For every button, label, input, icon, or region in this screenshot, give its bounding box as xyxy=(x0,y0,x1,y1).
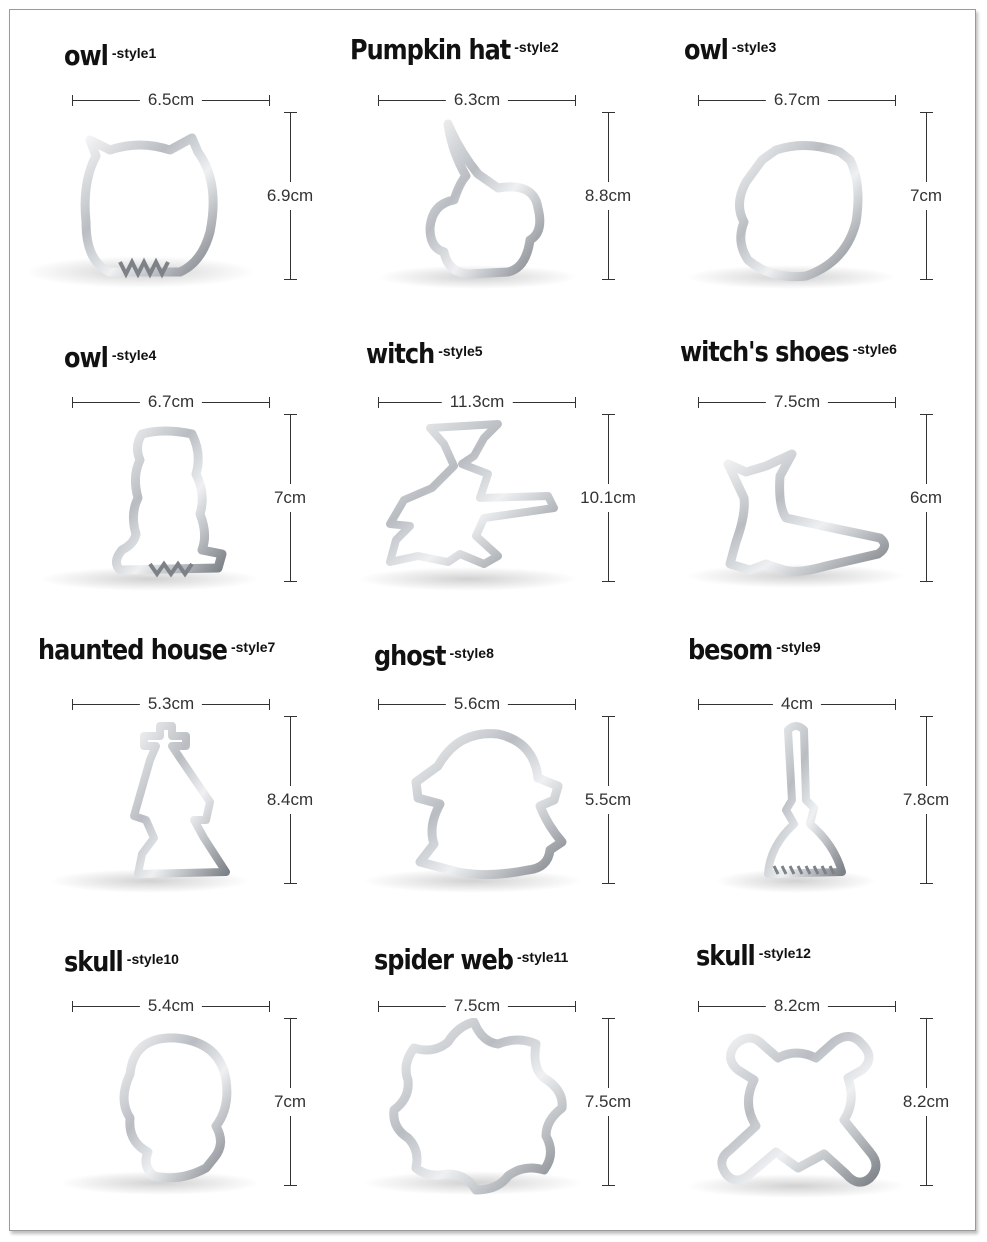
cutter-name: witch's shoes xyxy=(680,335,849,369)
width-value: 7.5cm xyxy=(766,392,828,412)
besom-cutter-icon xyxy=(666,716,906,896)
cutter-style: -style5 xyxy=(438,343,483,359)
cutter-style: -style1 xyxy=(111,45,157,61)
height-value: 6.9cm xyxy=(267,182,313,210)
cutter-title xyxy=(366,337,483,371)
product-sheet xyxy=(9,9,976,1231)
cutter-title xyxy=(684,33,777,67)
height-value: 7cm xyxy=(274,484,306,512)
height-value: 5.5cm xyxy=(585,786,631,814)
cutter-style: -style4 xyxy=(111,347,157,363)
cutter-title xyxy=(38,633,276,667)
width-dimension xyxy=(72,694,270,714)
haunted-house-cutter-icon xyxy=(30,716,270,896)
cutter-style: -style11 xyxy=(516,949,569,965)
width-dimension xyxy=(698,996,896,1016)
height-value: 7cm xyxy=(274,1088,306,1116)
cutter-title xyxy=(64,39,157,73)
cutter-name: skull xyxy=(696,939,755,973)
cutter-style: -style9 xyxy=(776,639,821,655)
cutter-name: witch xyxy=(366,337,435,371)
height-value: 7.8cm xyxy=(903,786,949,814)
cutter-style: -style6 xyxy=(852,341,897,357)
cutter-style: -style2 xyxy=(514,39,559,55)
cutter-name: ghost xyxy=(374,639,446,673)
height-value: 8.2cm xyxy=(903,1088,949,1116)
height-value: 6cm xyxy=(910,484,942,512)
ghost-cutter-icon xyxy=(348,716,588,896)
height-value: 7.5cm xyxy=(585,1088,631,1116)
cutter-style: -style12 xyxy=(758,945,811,961)
cutter-name: haunted house xyxy=(38,633,227,667)
spider-web-cutter-icon xyxy=(348,1018,588,1198)
width-value: 7.5cm xyxy=(446,996,508,1016)
owl-cutter-icon xyxy=(666,112,906,292)
height-value: 7cm xyxy=(910,182,942,210)
cutter-style: -style8 xyxy=(449,645,494,661)
cutter-card xyxy=(20,926,320,1216)
width-value: 6.7cm xyxy=(766,90,828,110)
cutter-card xyxy=(20,20,320,310)
witch-cutter-icon xyxy=(348,414,588,594)
cutter-title xyxy=(374,943,569,977)
width-value: 6.3cm xyxy=(446,90,508,110)
width-dimension xyxy=(378,996,576,1016)
owl-cutter-icon xyxy=(30,112,270,292)
cutter-title xyxy=(64,341,157,375)
witch-shoe-cutter-icon xyxy=(666,414,906,594)
height-value: 8.4cm xyxy=(267,786,313,814)
width-dimension xyxy=(72,996,270,1016)
width-dimension xyxy=(698,90,896,110)
cutter-title xyxy=(688,633,821,667)
cutter-name: Pumpkin hat xyxy=(350,33,511,67)
width-dimension xyxy=(72,392,270,412)
width-dimension xyxy=(378,90,576,110)
cutter-name: besom xyxy=(688,633,773,667)
width-value: 11.3cm xyxy=(442,392,513,412)
width-value: 8.2cm xyxy=(766,996,828,1016)
cutter-name: owl xyxy=(64,39,108,73)
cutter-card xyxy=(338,624,638,914)
pumpkin-hat-cutter-icon xyxy=(348,112,588,292)
cutter-card xyxy=(20,624,320,914)
width-value: 5.6cm xyxy=(446,694,508,714)
cutter-title xyxy=(696,939,811,973)
cutter-card xyxy=(656,322,956,612)
cutter-card xyxy=(338,322,638,612)
cutter-name: spider web xyxy=(374,943,513,977)
cutter-style: -style10 xyxy=(126,951,179,967)
cutter-style: -style7 xyxy=(230,639,276,655)
width-dimension xyxy=(698,694,896,714)
width-dimension xyxy=(72,90,270,110)
height-value: 8.8cm xyxy=(585,182,631,210)
height-value: 10.1cm xyxy=(580,484,636,512)
width-value: 5.4cm xyxy=(140,996,202,1016)
cutter-style: -style3 xyxy=(731,39,777,55)
cutter-name: skull xyxy=(64,945,123,979)
width-dimension xyxy=(698,392,896,412)
cutter-card xyxy=(656,20,956,310)
cutter-name: owl xyxy=(64,341,108,375)
cutter-name: owl xyxy=(684,33,728,67)
owl-cutter-icon xyxy=(30,414,270,594)
cutter-title xyxy=(680,335,897,369)
width-value: 5.3cm xyxy=(140,694,202,714)
skull-crossbones-cutter-icon xyxy=(666,1018,906,1198)
cutter-title xyxy=(350,33,559,67)
width-value: 6.7cm xyxy=(140,392,202,412)
width-value: 6.5cm xyxy=(140,90,202,110)
cutter-card xyxy=(338,926,638,1216)
width-dimension xyxy=(378,694,576,714)
cutter-title xyxy=(374,639,494,673)
width-dimension xyxy=(378,392,576,412)
cutter-card xyxy=(656,624,956,914)
cutter-card xyxy=(656,926,956,1216)
cutter-card xyxy=(20,322,320,612)
cutter-card xyxy=(338,20,638,310)
skull-cutter-icon xyxy=(30,1018,270,1198)
width-value: 4cm xyxy=(773,694,821,714)
cutter-title xyxy=(64,945,179,979)
